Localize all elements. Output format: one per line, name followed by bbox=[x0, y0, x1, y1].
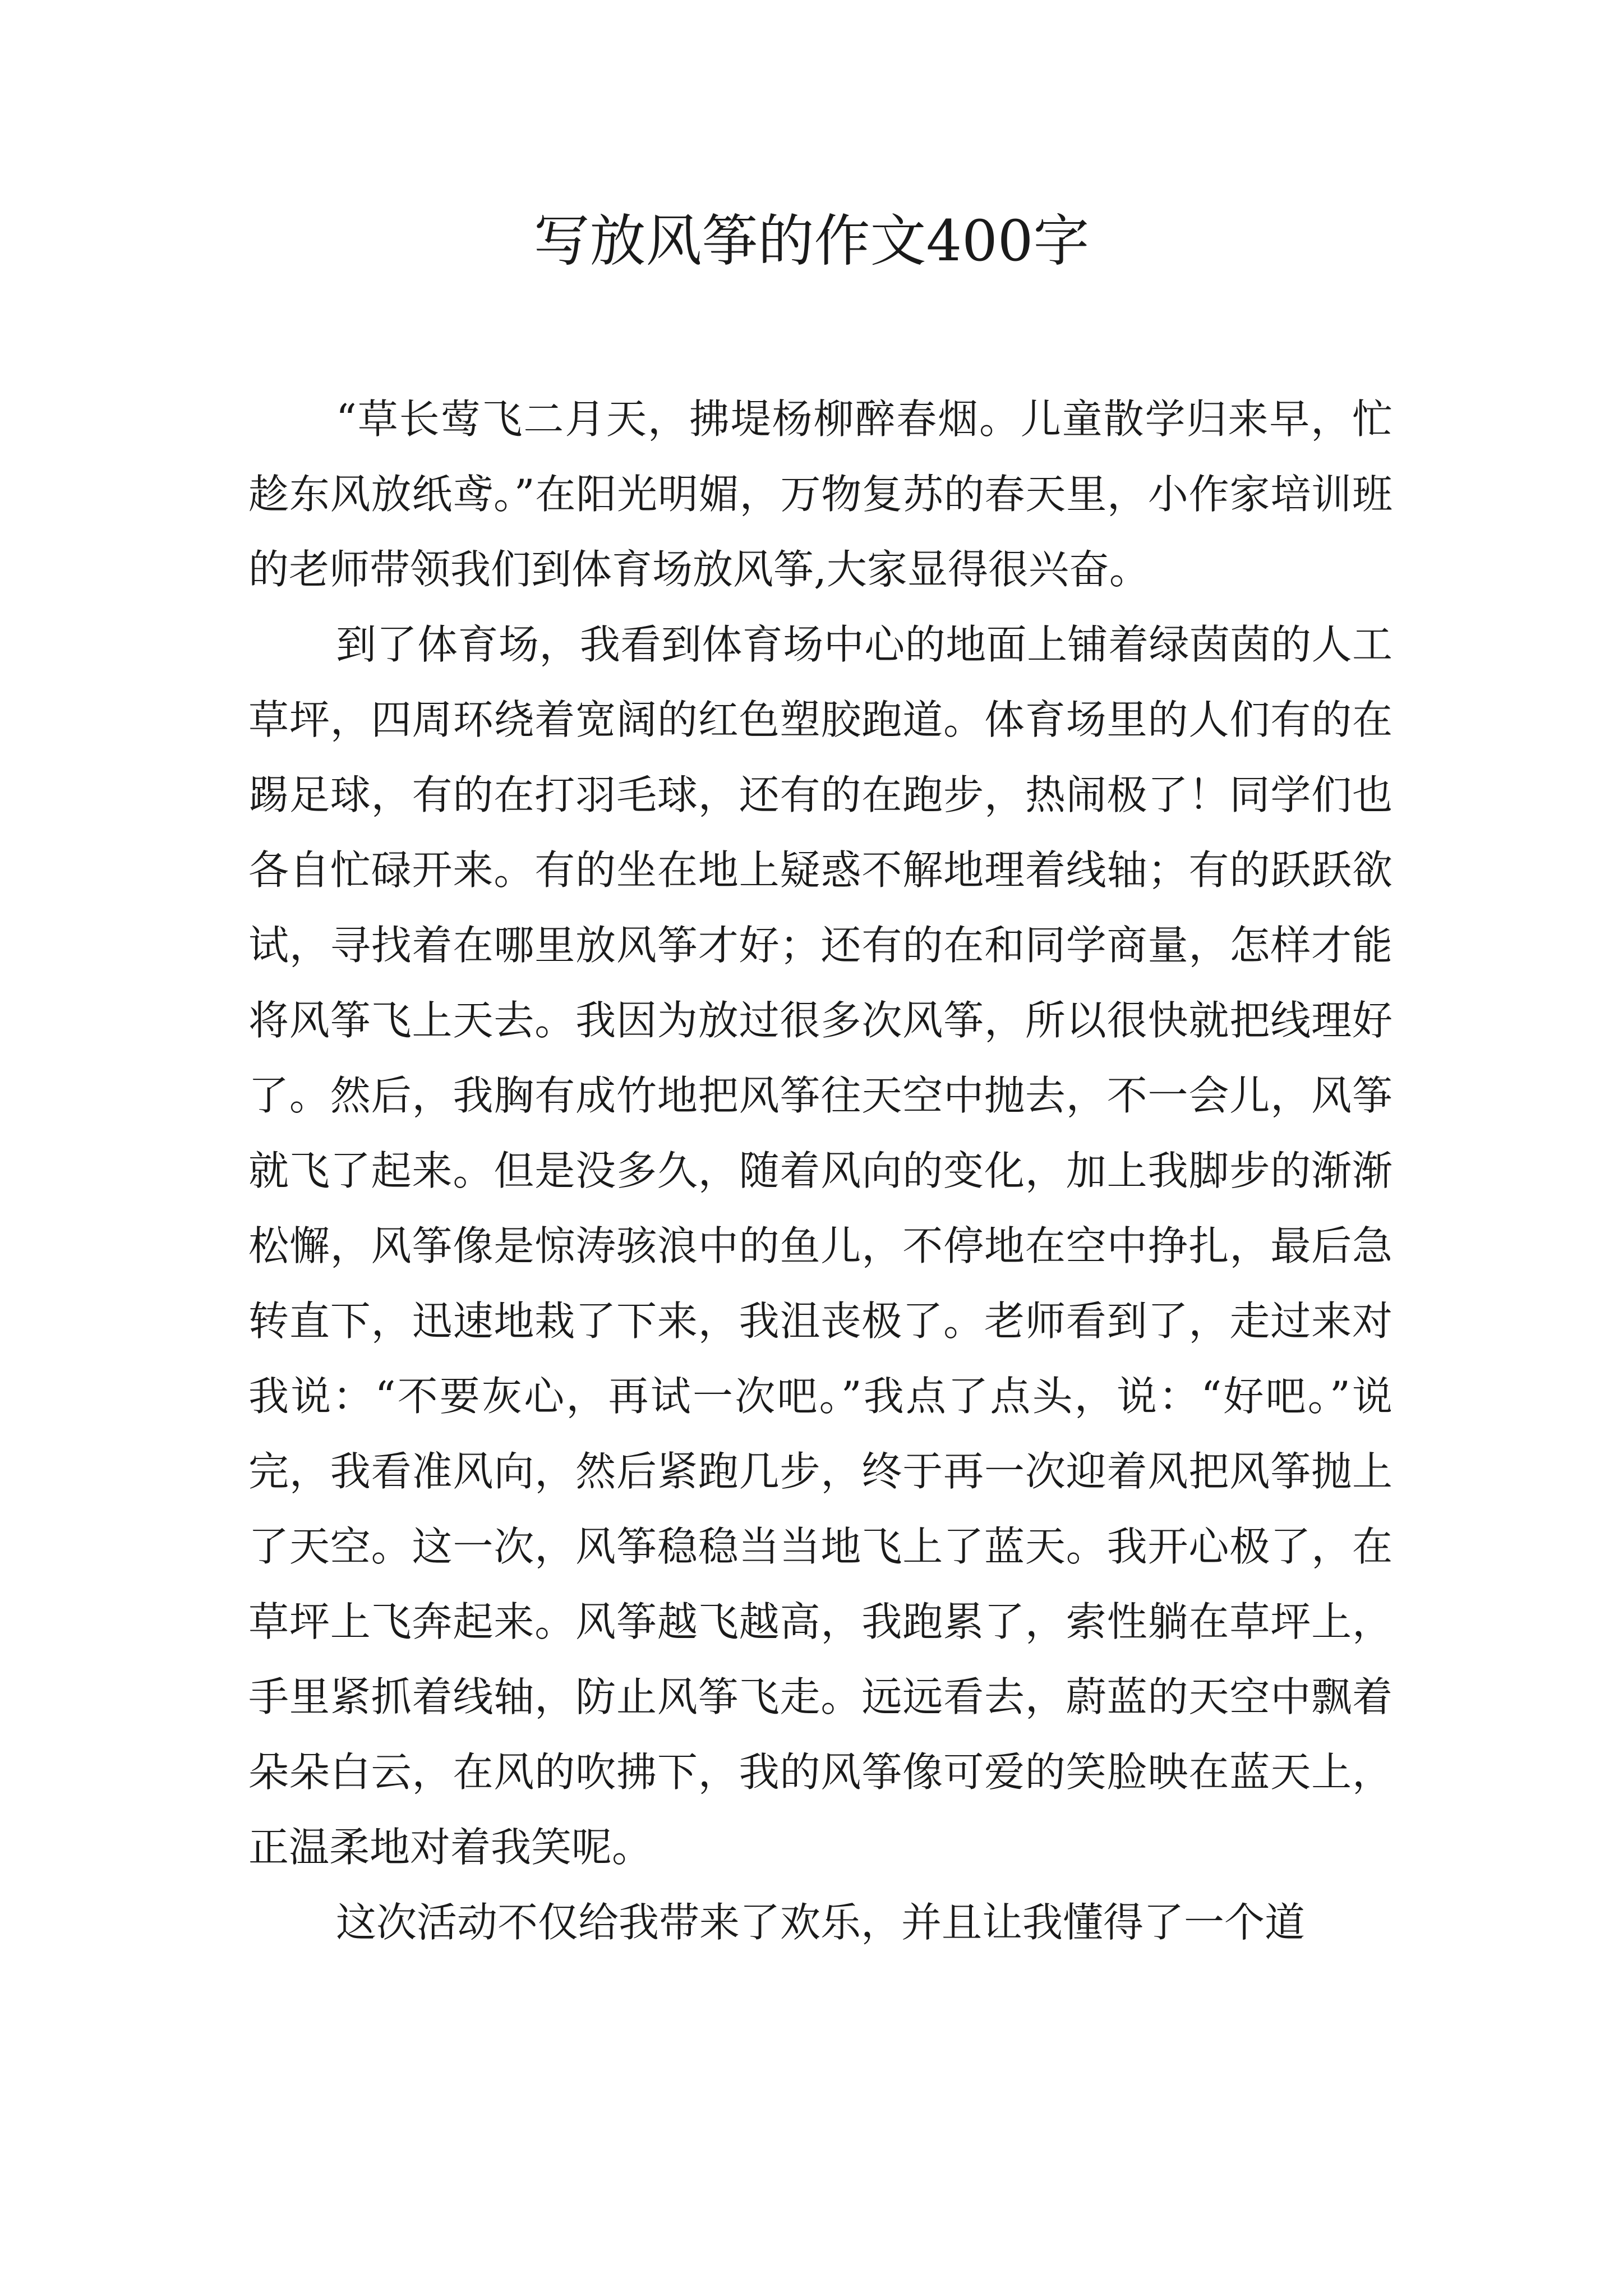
paragraph-2: 到了体育场，我看到体育场中心的地面上铺着绿茵茵的人工草坪，四周环绕着宽阔的红色塑胶跑道。体育场里的人们有的在踢足球，有的在打羽毛球，还有的在跑步，热闹极了！同学们也各自忙碌开来。有的坐在地上疑惑不解地理着线轴；有的跃跃欲试，寻找着在哪里放风筝才好；还有的在和同学商量，怎样才能将风筝飞上天去。我因为放过很多次风筝，所以很快就把线理好了。然后，我胸有成竹地把风筝往天空中抛去，不一会儿，风筝就飞了起来。但是没多久，随着风向的变化，加上我脚步的渐渐松懈，风筝像是惊涛骇浪中的鱼儿，不停地在空中挣扎，最后急转直下，迅速地栽了下来，我沮丧极了。老师看到了，走过来对我说：“不要灰心，再试一次吧。”我点了点头，说：“好吧。”说完，我看准风向，然后紧跑几步，终于再一次迎着风把风筝抛上了天空。这一次，风筝稳稳当当地飞上了蓝天。我开心极了，在草坪上飞奔起来。风筝越飞越高，我跑累了，索性躺在草坪上，手里紧抓着线轴，防止风筝飞走。远远看去，蔚蓝的天空中飘着朵朵白云，在风的吹拂下，我的风筝像可爱的笑脸映在蓝天上，正温柔地对着我笑呢。 bbox=[248, 621, 1393, 1871]
page-title: 写放风筝的作文400字 bbox=[533, 208, 1090, 274]
paragraph-3: 这次活动不仅给我带来了欢乐，并且让我懂得了一个道 bbox=[336, 1899, 1306, 1946]
paragraph-1: “草长莺飞二月天，拂堤杨柳醉春烟。儿童散学归来早，忙趁东风放纸鸢。”在阳光明媚，万物复苏的春天里，小作家培训班的老师带领我们到体育场放风筝,大家显得很兴奋。 bbox=[248, 395, 1393, 593]
document-body bbox=[248, 381, 1393, 1960]
